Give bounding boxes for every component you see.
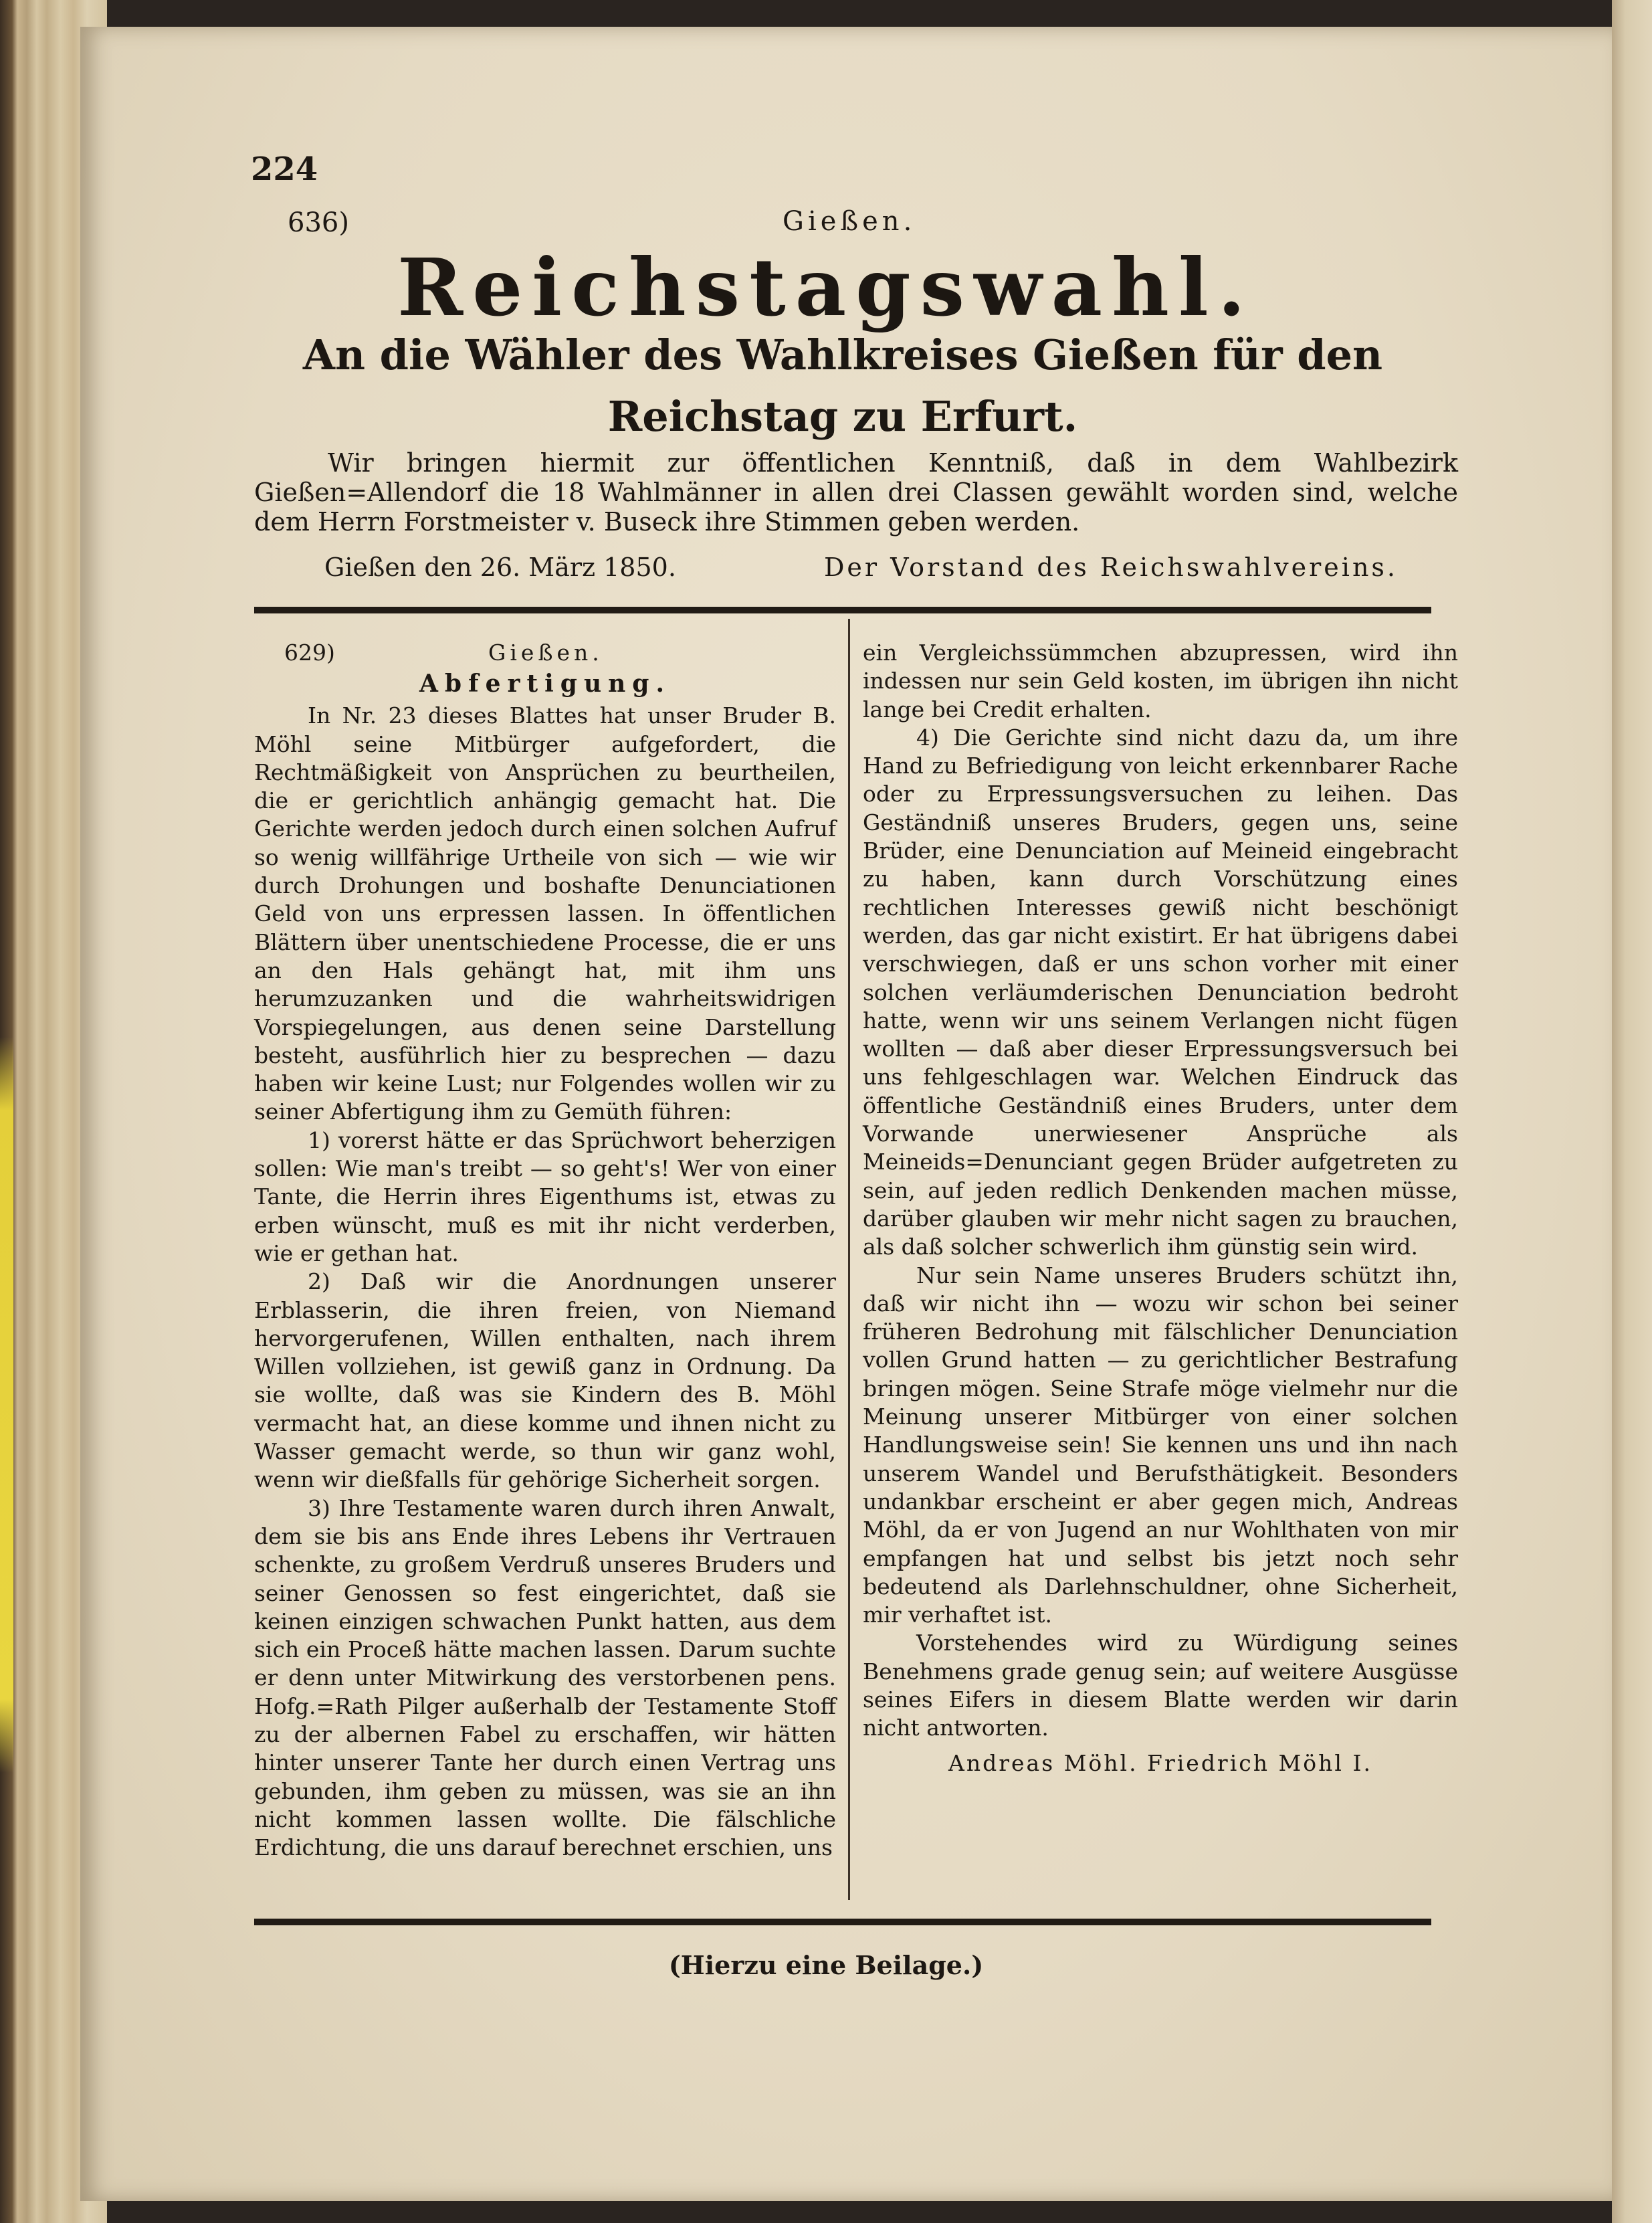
- dateline: Gießen den 26. März 1850.: [324, 553, 676, 582]
- article-left-column: [254, 639, 836, 1862]
- page-subtitle: An die Wähler des Wahlkreises Gießen für den Reichstag zu Erfurt.: [302, 330, 1383, 441]
- announcement-text: Wir bringen hiermit zur öffentlichen Kenntniß, daß in dem Wahlbezirk Gießen=Allendorf die 18 Wahlmänner in allen drei Classen gewählt worden sind, welche dem Herrn Forstmeister v. Buseck ihre Stimmen geben werden.: [254, 448, 1458, 537]
- article-paragraph: Vorstehendes wird zu Würdigung seines Benehmens grade genug sein; auf weitere Ausgüsse seines Eifers in diesem Blatte werden wir darin nicht antworten.: [863, 1630, 1458, 1741]
- article-signature: Andreas Möhl. Friedrich Möhl I.: [948, 1749, 1372, 1776]
- article-right-column: [863, 639, 1458, 1777]
- article-paragraph: 2) Daß wir die Anordnungen unserer Erblasserin, die ihren freien, von Niemand hervorgerufenen, Willen enthalten, nach ihrem Willen vollziehen, ist gewiß ganz in Ordnung. Da sie wollte, daß was sie Kindern des B. Möhl vermacht hat, an diese komme und ihnen nicht zu Wasser gemacht werde, so thun wir ganz wohl, wenn wir dießfalls für gehörige Sicherheit sorgen.: [254, 1268, 836, 1493]
- supplement-note: (Hierzu eine Beilage.): [668, 1950, 984, 1980]
- article-heading: Abfertigung.: [419, 670, 671, 698]
- article-paragraph: ein Vergleichssümmchen abzupressen, wird ihn indessen nur sein Geld kosten, im übrigen ihn nicht lange bei Credit erhalten.: [863, 640, 1458, 722]
- notice-place: Gießen.: [783, 206, 916, 237]
- page-number: 224: [251, 151, 318, 188]
- bottom-divider-rule: [254, 1919, 1431, 1925]
- notice-number: 636): [288, 207, 349, 238]
- article-paragraph: Nur sein Name unseres Bruders schützt ihn, daß wir nicht ihn — wozu wir schon bei seiner früheren Bedrohung mit fälschlicher Denunciation vollen Grund hatten — zu gerichtlicher Bestrafung bringen mögen. Seine Strafe möge vielmehr nur die Meinung unserer Mitbürger von einer solchen Handlungsweise sein! Sie kennen uns und ihn nach unserem Wandel und Berufsthätigkeit. Besonders undankbar erscheint er aber gegen mich, Andreas Möhl, da er von Jugend an nur Wohlthaten von mir empfangen hat und selbst bis jetzt noch sehr bedeutend als Darlehnschuldner, ohne Sicherheit, mir verhaftet ist.: [863, 1262, 1458, 1628]
- article-header: [254, 639, 836, 667]
- page-edge-highlight: [0, 1037, 13, 1773]
- article-paragraph: 3) Ihre Testamente waren durch ihren Anwalt, dem sie bis ans Ende ihres Lebens ihr Vertrauen schenkte, zu großem Verdruß unseres Bruders und seiner Genossen so fest eingerichtet, daß sie keinen einzigen schwachen Punkt hatten, aus dem sich ein Proceß hätte machen lassen. Darum suchte er denn unter Mitwirkung des verstorbenen pens. Hofg.=Rath Pilger außerhalb der Testamente Stoff zu der albernen Fabel zu erschaffen, wir hätten hinter unserer Tante her durch einen Vertrag uns gebunden, ihm geben zu müssen, was sie an ihn nicht kommen lassen wollte. Die fälschliche Erdichtung, die uns darauf berechnet erschien, uns: [254, 1494, 836, 1861]
- article-place: Gießen.: [488, 640, 603, 666]
- top-divider-rule: [254, 607, 1431, 613]
- article-number: 629): [284, 640, 335, 666]
- article-paragraph: 4) Die Gerichte sind nicht dazu da, um ihre Hand zu Befriedigung von leicht erkennbarer Rache oder zu Erpressungsversuchen zu leihen. Das Geständniß unseres Bruders, gegen uns, seine Brüder, eine Denunciation auf Meineid eingebracht zu haben, kann durch Vorschützung eines rechtlichen Interesses gewiß nicht beschönigt werden, das gar nicht existirt. Er hat übrigens dabei verschwiegen, daß er uns schon vorher mit einer solchen verläumderischen Denunciation bedroht hatte, wenn wir uns seinem Verlangen nicht fügen wollten — daß aber dieser Erpressungsversuch bei uns fehlgeschlagen war. Welchen Eindruck das öffentliche Geständniß eines Bruders, unter dem Vorwande unerwiesener Ansprüche als Meineids=Denunciant gegen Brüder aufgetreten zu sein, auf jeden redlich Denkenden machen müsse, darüber glauben wir mehr nicht sagen zu brauchen, als daß solcher schwerlich ihm günstig sein wird.: [863, 724, 1458, 1260]
- article-paragraph: In Nr. 23 dieses Blattes hat unser Bruder B. Möhl seine Mitbürger aufgefordert, die Rechtmäßigkeit von Ansprüchen zu beurtheilen, die er gerichtlich anhängig gemacht hat. Die Gerichte werden jedoch durch einen solchen Aufruf so wenig willfährige Urtheile von sich — wie wir durch Drohungen und boshafte Denunciationen Geld von uns erpressen lassen. In öffentlichen Blättern über unentschiedene Processe, die er uns an den Hals gehängt hat, mit ihm uns herumzuzanken und die wahrheitswidrigen Vorspiegelungen, aus denen seine Darstellung besteht, ausführlich hier zu besprechen — dazu haben wir keine Lust; nur Folgendes wollen wir zu seiner Abfertigung ihm zu Gemüth führen:: [254, 702, 836, 1125]
- article-paragraph: 1) vorerst hätte er das Sprüchwort beherzigen sollen: Wie man's treibt — so geht's! Wer von einer Tante, die Herrin ihres Eigenthums ist, etwas zu erben wünscht, muß es mit ihr nicht verderben, wie er gethan hat.: [254, 1127, 836, 1266]
- column-divider: [848, 619, 850, 1900]
- board-signature: Der Vorstand des Reichswahlvereins.: [823, 553, 1398, 582]
- page-title: Reichstagswahl.: [397, 241, 1255, 334]
